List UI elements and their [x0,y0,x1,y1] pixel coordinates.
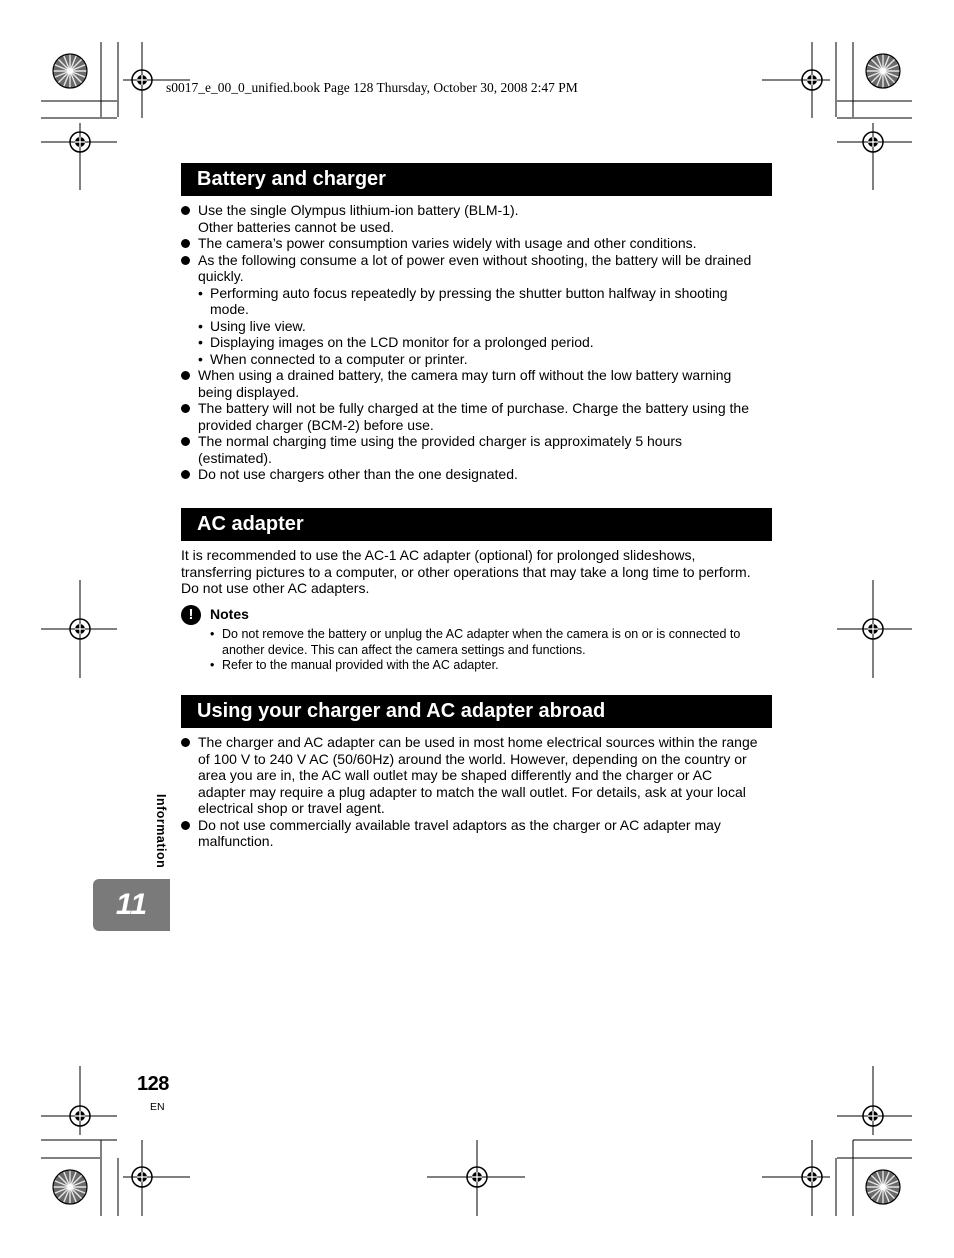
list-item-text: electrical shop or travel agent. [198,800,385,816]
chapter-side-label: Information [154,794,168,869]
paragraph-line: Do not use other AC adapters. [181,580,370,596]
list-item-text: The battery will not be fully charged at the time of purchase. Charge the battery using the [198,400,749,416]
list-item [181,202,773,235]
sub-list-item-text: • Using live view. [210,317,306,334]
sub-list-item [198,334,773,351]
list-item [181,235,773,252]
note-text: • Refer to the manual provided with the AC adapter. [222,658,499,673]
paragraph-line: It is recommended to use the AC-1 AC adapter (optional) for prolonged slideshows, [181,547,696,563]
list-item-text: Do not use chargers other than the one designated. [198,466,518,482]
list-item-text: area you are in, the AC wall outlet may be shaped differently and the charger or AC [198,767,713,783]
chapter-number: 11 [115,888,148,921]
sub-list-item [198,285,773,318]
ac-adapter-paragraph [181,547,773,597]
notes-box [181,604,773,674]
sub-list-item-text: • When connected to a computer or printer. [210,350,468,367]
book-slug-line: s0017_e_00_0_unified.book Page 128 Thursday, October 30, 2008 2:47 PM [166,80,578,95]
list-item-text: When using a drained battery, the camera may turn off without the low battery warning [198,367,732,383]
list-item-text: The camera’s power consumption varies widely with usage and other conditions. [198,235,697,251]
notes-title: Notes [210,605,249,622]
power-consumption-sublist [198,285,773,368]
note-item [210,658,773,674]
list-item-text: of 100 V to 240 V AC (50/60Hz) around the world. However, depending on the country or [198,750,747,767]
sub-list-item-text: • Performing auto focus repeatedly by pressing the shutter button halfway in shooting [210,284,728,301]
abroad-section-body [181,734,773,850]
battery-bullet-list [181,202,773,483]
section-heading-using-abroad: Using your charger and AC adapter abroad [181,695,772,728]
notes-list [210,627,773,674]
list-item-text: The normal charging time using the provided charger is approximately 5 hours [198,433,683,449]
abroad-bullet-list [181,734,773,850]
chapter-tab [93,879,170,931]
list-item-text: The charger and AC adapter can be used in most home electrical sources within the range [198,734,758,750]
paragraph-line: transferring pictures to a computer, or other operations that may take a long time to perform. [181,563,751,580]
language-code: EN [150,1101,165,1113]
notes-header [181,604,773,625]
sub-list-item-text: mode. [210,301,249,317]
list-item [181,367,773,400]
list-item-text: provided charger (BCM-2) before use. [198,416,434,433]
section-heading-battery-and-charger: Battery and charger [181,163,772,196]
list-item-text: Do not use commercially available travel adaptors as the charger or AC adapter may [198,816,721,833]
list-item [181,433,773,466]
sub-list-item [198,351,773,368]
list-item [181,400,773,433]
list-item-text: Other batteries cannot be used. [198,218,395,235]
list-item-text: Use the single Olympus lithium-ion battery (BLM-1). [198,202,519,218]
list-item-text: adapter may require a plug adapter to match the wall outlet. For details, ask at your local [198,783,746,800]
note-text: another device. This can affect the camera settings and functions. [222,642,586,657]
list-item-text: malfunction. [198,833,274,849]
note-item [210,627,773,658]
list-item-text: quickly. [198,268,244,284]
list-item [181,252,773,368]
list-item [181,817,773,850]
page-number: 128 [137,1073,169,1095]
list-item [181,466,773,483]
list-item-text: As the following consume a lot of power even without shooting, the battery will be drained [198,251,752,268]
note-text: • Do not remove the battery or unplug the AC adapter when the camera is on or is connected to [222,627,741,641]
sub-list-item [198,318,773,335]
sub-list-item-text: • Displaying images on the LCD monitor for a prolonged period. [210,334,594,350]
list-item [181,734,773,817]
list-item-text: being displayed. [198,383,300,400]
list-item-text: (estimated). [198,449,272,466]
warning-icon: ! [181,605,201,625]
battery-section-body [181,202,773,483]
section-heading-ac-adapter: AC adapter [181,508,772,541]
